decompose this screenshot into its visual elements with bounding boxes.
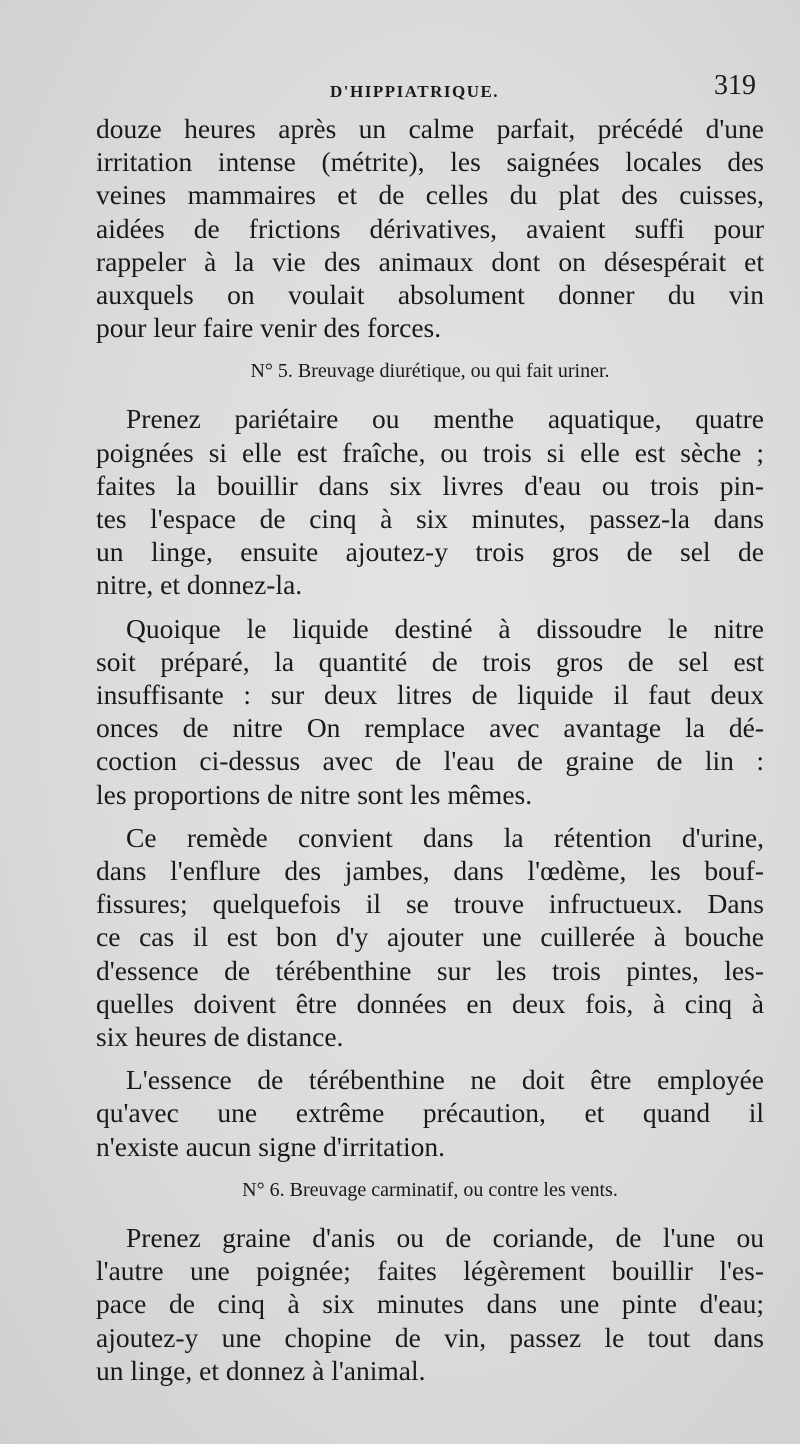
- section-title: N° 6. Breuvage carminatif, ou contre les vents.: [242, 1178, 618, 1201]
- body-text: [96, 112, 764, 1387]
- text-line: soit préparé, la quantité de trois gros de sel est: [96, 645, 764, 677]
- text-line: L'essence de térébenthine ne doit être employée: [126, 1064, 764, 1096]
- text-line: pace de cinq à six minutes dans une pinte d'eau;: [96, 1288, 764, 1320]
- paragraph: [96, 402, 764, 601]
- text-line: Quoique le liquide destiné à dissoudre le nitre: [126, 612, 764, 644]
- text-line: qu'avec une extrême précaution, et quand il: [96, 1097, 764, 1129]
- text-line: fissures; quelquefois il se trouve infructueux. Dans: [96, 888, 764, 920]
- text-line: ajoutez-y une chopine de vin, passez le tout dans: [96, 1321, 764, 1353]
- paragraph: [96, 1221, 764, 1387]
- text-line: aidées de frictions dérivatives, avaient suffi pour: [96, 212, 764, 244]
- paragraph-gap: [96, 811, 764, 821]
- text-line: douze heures après un calme parfait, précédé d'une: [96, 113, 764, 144]
- text-line: Prenez pariétaire ou menthe aquatique, quatre: [126, 403, 764, 435]
- text-line: six heures de distance.: [96, 1021, 344, 1053]
- paragraph-gap: [96, 602, 764, 612]
- text-line: auxquels on voulait absolument donner du vin: [96, 279, 764, 311]
- running-title: D'HIPPIATRIQUE.: [330, 82, 500, 101]
- text-line: pour leur faire venir des forces.: [96, 312, 442, 344]
- text-line: veines mammaires et de celles du plat des cuisses,: [96, 179, 764, 211]
- text-line: Prenez graine d'anis ou de coriande, de l'une ou: [126, 1221, 764, 1253]
- running-head: [0, 70, 800, 110]
- paragraph: [96, 1063, 764, 1163]
- text-line: d'essence de térébenthine sur les trois pintes, les-: [96, 954, 764, 986]
- text-line: ce cas il est bon d'y ajouter une cuillerée à bouche: [96, 921, 764, 953]
- text-line: poignées si elle est fraîche, ou trois si elle est sèche ;: [96, 436, 764, 468]
- text-line: quelles doivent être données en deux fois, à cinq à: [96, 987, 764, 1019]
- paragraph: [96, 612, 764, 811]
- text-line: un linge, ensuite ajoutez-y trois gros de sel de: [96, 536, 764, 568]
- text-line: insuffisante : sur deux litres de liquide il faut deux: [96, 679, 764, 711]
- text-line: un linge, et donnez à l'animal.: [96, 1354, 426, 1386]
- section-title: N° 5. Breuvage diurétique, ou qui fait uriner.: [250, 360, 610, 383]
- text-line: irritation intense (métrite), les saignées locales des: [96, 146, 764, 178]
- text-line: onces de nitre On remplace avec avantage la dé-: [96, 712, 764, 744]
- text-line: l'autre une poignée; faites légèrement bouillir l'es-: [96, 1255, 764, 1287]
- text-line: n'existe aucun signe d'irritation.: [96, 1130, 445, 1162]
- paragraph: [96, 112, 764, 344]
- text-line: rappeler à la vie des animaux dont on désespérait et: [96, 245, 764, 277]
- text-line: coction ci-dessus avec de l'eau de graine de lin :: [96, 745, 764, 777]
- text-line: faites la bouillir dans six livres d'eau ou trois pin-: [96, 469, 764, 501]
- page-number: 319: [714, 70, 756, 101]
- text-line: tes l'espace de cinq à six minutes, passez-la dans: [96, 503, 764, 535]
- paragraph-gap: [96, 1053, 764, 1063]
- text-line: nitre, et donnez-la.: [96, 569, 303, 601]
- text-line: Ce remède convient dans la rétention d'urine,: [126, 821, 764, 853]
- text-line: dans l'enflure des jambes, dans l'œdème, les bouf-: [96, 855, 764, 887]
- text-line: les proportions de nitre sont les mêmes.: [96, 778, 533, 810]
- paragraph: [96, 821, 764, 1053]
